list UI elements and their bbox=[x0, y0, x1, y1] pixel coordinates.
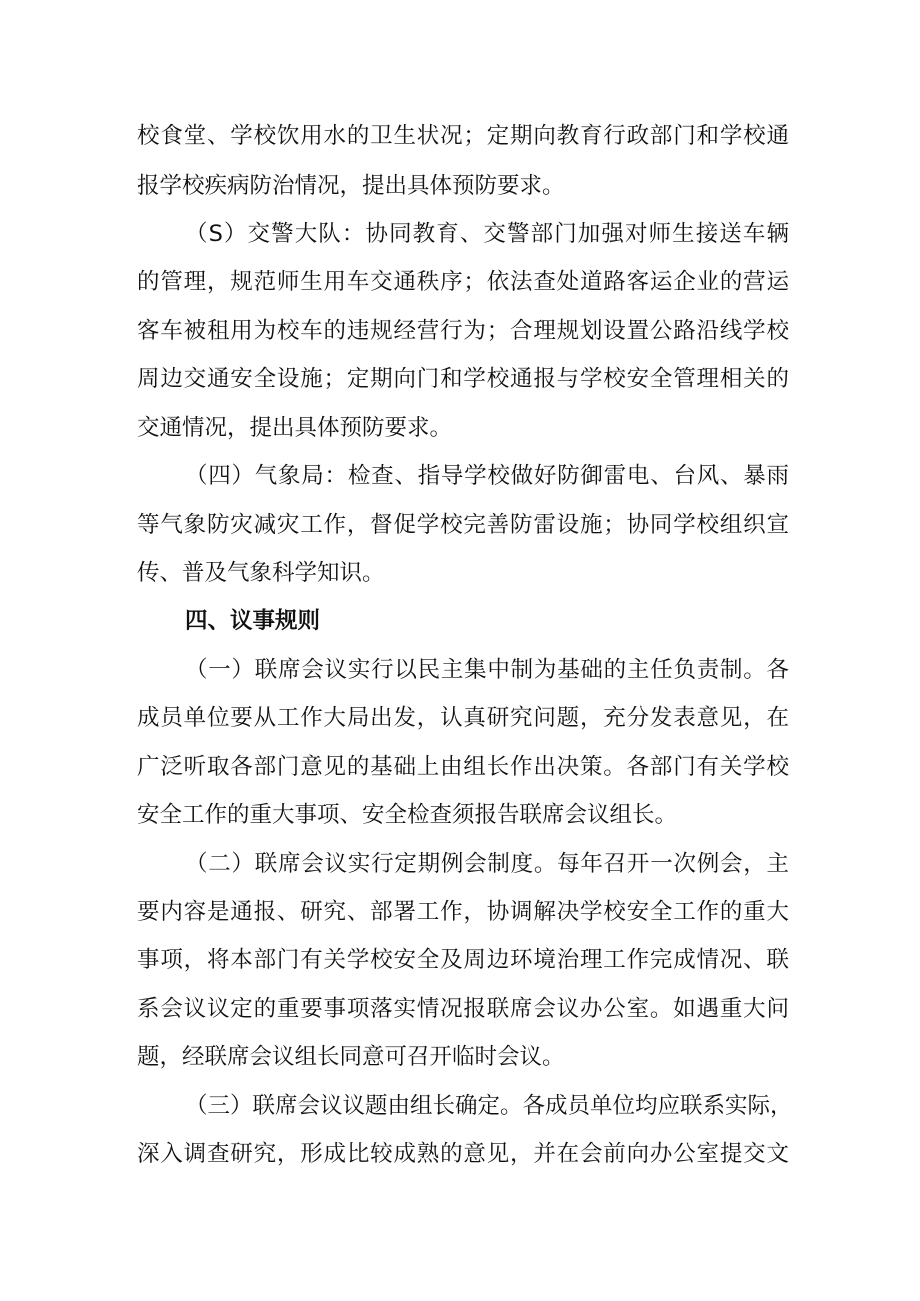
body-line: 广泛听取各部门意见的基础上由组长作出决策。各部门有关学校 bbox=[137, 754, 789, 780]
body-line: 客车被租用为校车的违规经营行为；合理规划设置公路沿线学校 bbox=[137, 318, 789, 344]
body-line: 系会议议定的重要事项落实情况报联席会议办公室。如遇重大问 bbox=[137, 996, 789, 1022]
section-heading: 四、议事规则 bbox=[185, 608, 321, 634]
body-line: 的管理，规范师生用车交通秩序；依法查处道路客运企业的营运 bbox=[137, 269, 789, 295]
body-line: （S）交警大队：协同教育、交警部门加强对师生接送车辆 bbox=[185, 221, 789, 247]
body-line: 要内容是通报、研究、部署工作，协调解决学校安全工作的重大 bbox=[137, 899, 789, 925]
body-line: 等气象防灾减灾工作，督促学校完善防雷设施；协同学校组织宣 bbox=[137, 512, 789, 538]
body-line: 校食堂、学校饮用水的卫生状况；定期向教育行政部门和学校通 bbox=[137, 123, 789, 149]
body-line: （四）气象局：检查、指导学校做好防御雷电、台风、暴雨 bbox=[185, 463, 789, 489]
body-line: 交通情况，提出具体预防要求。 bbox=[137, 415, 453, 441]
body-line: 事项，将本部门有关学校安全及周边环境治理工作完成情况、联 bbox=[137, 947, 789, 973]
body-line: 报学校疾病防治情况，提出具体预防要求。 bbox=[137, 173, 565, 199]
body-line: （三）联席会议议题由组长确定。各成员单位均应联系实际， bbox=[185, 1093, 793, 1119]
body-line: 周边交通安全设施；定期向门和学校通报与学校安全管理相关的 bbox=[137, 366, 789, 392]
body-line: （一）联席会议实行以民主集中制为基础的主任负责制。各 bbox=[185, 657, 789, 683]
body-line: 安全工作的重大事项、安全检查须报告联席会议组长。 bbox=[137, 802, 678, 828]
body-line: 传、普及气象科学知识。 bbox=[137, 560, 385, 586]
body-line: （二）联席会议实行定期例会制度。每年召开一次例会，主 bbox=[185, 851, 789, 877]
body-line: 题，经联席会议组长同意可召开临时会议。 bbox=[137, 1044, 565, 1070]
body-line: 深入调查研究，形成比较成熟的意见，并在会前向办公室提交文 bbox=[137, 1141, 789, 1167]
body-line: 成员单位要从工作大局出发，认真研究问题，充分发表意见，在 bbox=[137, 705, 789, 731]
